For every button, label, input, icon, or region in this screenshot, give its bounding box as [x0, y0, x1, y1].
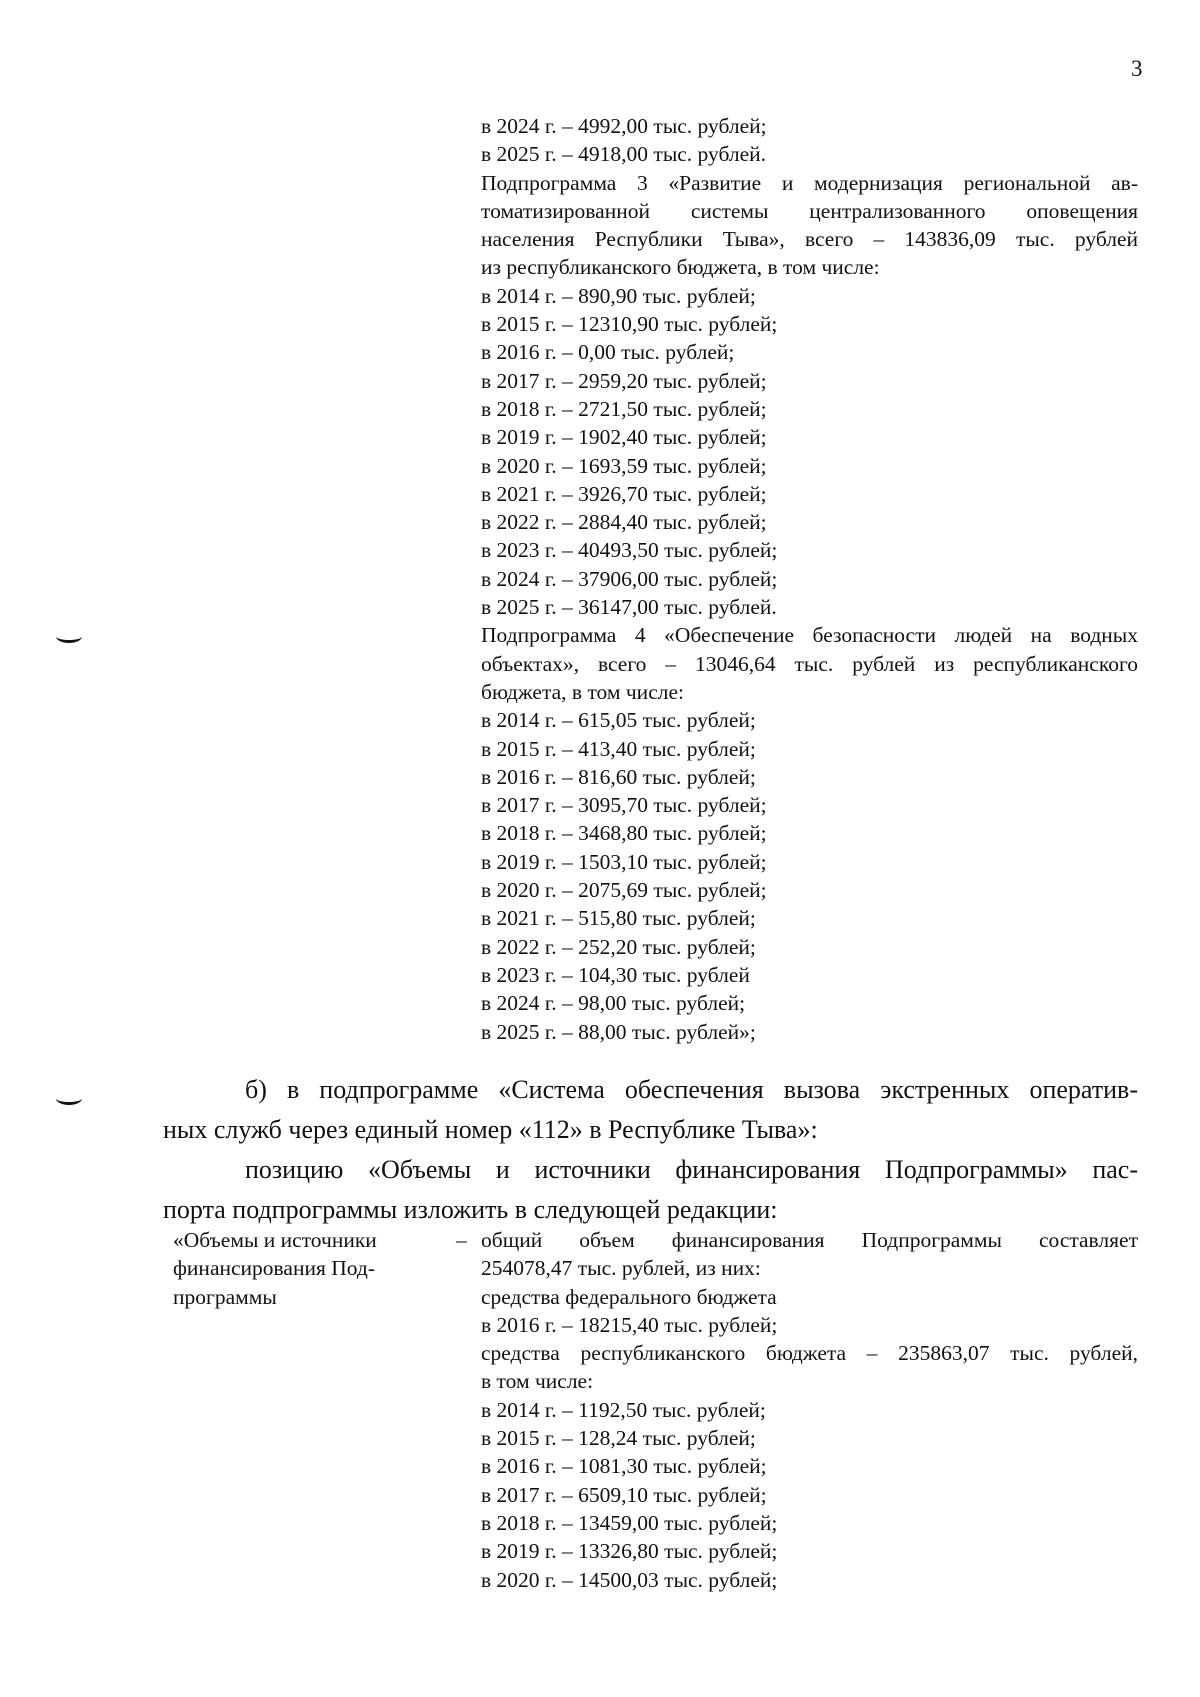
text-line: из республиканского бюджета, в том числе:: [481, 255, 880, 280]
text-line: в 2015 г. – 128,24 тыс. рублей;: [481, 1426, 756, 1451]
text-line: в 2018 г. – 13459,00 тыс. рублей;: [481, 1510, 778, 1535]
text-line: средства федерального бюджета: [481, 1284, 777, 1309]
text-line: в том числе:: [481, 1369, 594, 1394]
text-line: в 2017 г. – 3095,70 тыс. рублей;: [481, 793, 767, 818]
text-line: в 2019 г. – 13326,80 тыс. рублей;: [481, 1539, 778, 1564]
text-line: в 2020 г. – 2075,69 тыс. рублей;: [481, 878, 767, 903]
text-line: порта подпрограммы изложить в следующей редакции:: [163, 1195, 778, 1224]
text-line: в 2014 г. – 890,90 тыс. рублей;: [481, 283, 756, 308]
text-line: в 2014 г. – 615,05 тыс. рублей;: [481, 708, 756, 733]
text-line: позицию «Объемы и источники финансирования Подпрограммы» пас-: [245, 1155, 1138, 1184]
text-line: ных служб через единый номер «112» в Республике Тыва»:: [163, 1115, 818, 1144]
text-line: в 2016 г. – 18215,40 тыс. рублей;: [481, 1312, 778, 1337]
text-line: 254078,47 тыс. рублей, из них:: [481, 1256, 761, 1281]
text-line: в 2024 г. – 4992,00 тыс. рублей;: [481, 114, 767, 138]
passport-funding-block: [481, 1226, 1138, 1594]
text-line: населения Республики Тыва», всего – 143836,09 тыс. рублей: [481, 227, 1138, 252]
text-line: в 2021 г. – 515,80 тыс. рублей;: [481, 906, 756, 931]
text-line: в 2023 г. – 104,30 тыс. рублей: [481, 962, 750, 987]
text-line: в 2018 г. – 3468,80 тыс. рублей;: [481, 821, 767, 846]
margin-check-mark: [56, 630, 82, 643]
text-line: финансирования Под-: [173, 1256, 375, 1281]
margin-check-mark: [56, 1092, 82, 1105]
page-number: 3: [1131, 56, 1143, 81]
text-line: в 2024 г. – 98,00 тыс. рублей;: [481, 991, 746, 1016]
passport-position-label: [173, 1226, 443, 1311]
text-line: в 2015 г. – 12310,90 тыс. рублей;: [481, 312, 778, 337]
amendment-paragraph: [163, 1070, 1138, 1230]
text-line: в 2025 г. – 4918,00 тыс. рублей.: [481, 142, 767, 167]
text-line: «Объемы и источники: [173, 1228, 377, 1252]
text-line: в 2016 г. – 816,60 тыс. рублей;: [481, 764, 756, 789]
text-line: объектах», всего – 13046,64 тыс. рублей из республиканского: [481, 651, 1138, 676]
text-line: в 2016 г. – 0,00 тыс. рублей;: [481, 340, 735, 365]
text-line: Подпрограмма 3 «Развитие и модернизация региональной ав-: [481, 170, 1138, 195]
text-line: в 2021 г. – 3926,70 тыс. рублей;: [481, 481, 767, 506]
text-line: в 2014 г. – 1192,50 тыс. рублей;: [481, 1397, 766, 1422]
text-line: в 2015 г. – 413,40 тыс. рублей;: [481, 736, 756, 761]
subprogram-funding-block: [481, 112, 1138, 1046]
text-line: в 2020 г. – 1693,59 тыс. рублей;: [481, 453, 767, 478]
text-line: в 2016 г. – 1081,30 тыс. рублей;: [481, 1454, 767, 1479]
text-line: программы: [173, 1284, 277, 1309]
text-line: в 2019 г. – 1902,40 тыс. рублей;: [481, 425, 767, 450]
text-line: в 2025 г. – 88,00 тыс. рублей»;: [481, 1019, 756, 1044]
text-line: в 2022 г. – 252,20 тыс. рублей;: [481, 934, 756, 959]
text-line: в 2020 г. – 14500,03 тыс. рублей;: [481, 1567, 778, 1592]
dash-separator: –: [456, 1228, 467, 1252]
text-line: в 2017 г. – 6509,10 тыс. рублей;: [481, 1482, 767, 1507]
text-line: в 2019 г. – 1503,10 тыс. рублей;: [481, 849, 767, 874]
text-line: в 2017 г. – 2959,20 тыс. рублей;: [481, 368, 767, 393]
text-line: бюджета, в том числе:: [481, 679, 684, 704]
text-line: б) в подпрограмме «Система обеспечения вызова экстренных оператив-: [245, 1075, 1138, 1104]
text-line: в 2018 г. – 2721,50 тыс. рублей;: [481, 396, 767, 421]
text-line: томатизированной системы централизованного оповещения: [481, 198, 1138, 223]
text-line: в 2025 г. – 36147,00 тыс. рублей.: [481, 595, 777, 620]
text-line: Подпрограмма 4 «Обеспечение безопасности людей на водных: [481, 623, 1138, 648]
text-line: в 2023 г. – 40493,50 тыс. рублей;: [481, 538, 778, 563]
text-line: средства республиканского бюджета – 235863,07 тыс. рублей,: [481, 1341, 1138, 1366]
text-line: общий объем финансирования Подпрограммы составляет: [481, 1228, 1138, 1252]
text-line: в 2024 г. – 37906,00 тыс. рублей;: [481, 566, 778, 591]
text-line: в 2022 г. – 2884,40 тыс. рублей;: [481, 510, 767, 535]
